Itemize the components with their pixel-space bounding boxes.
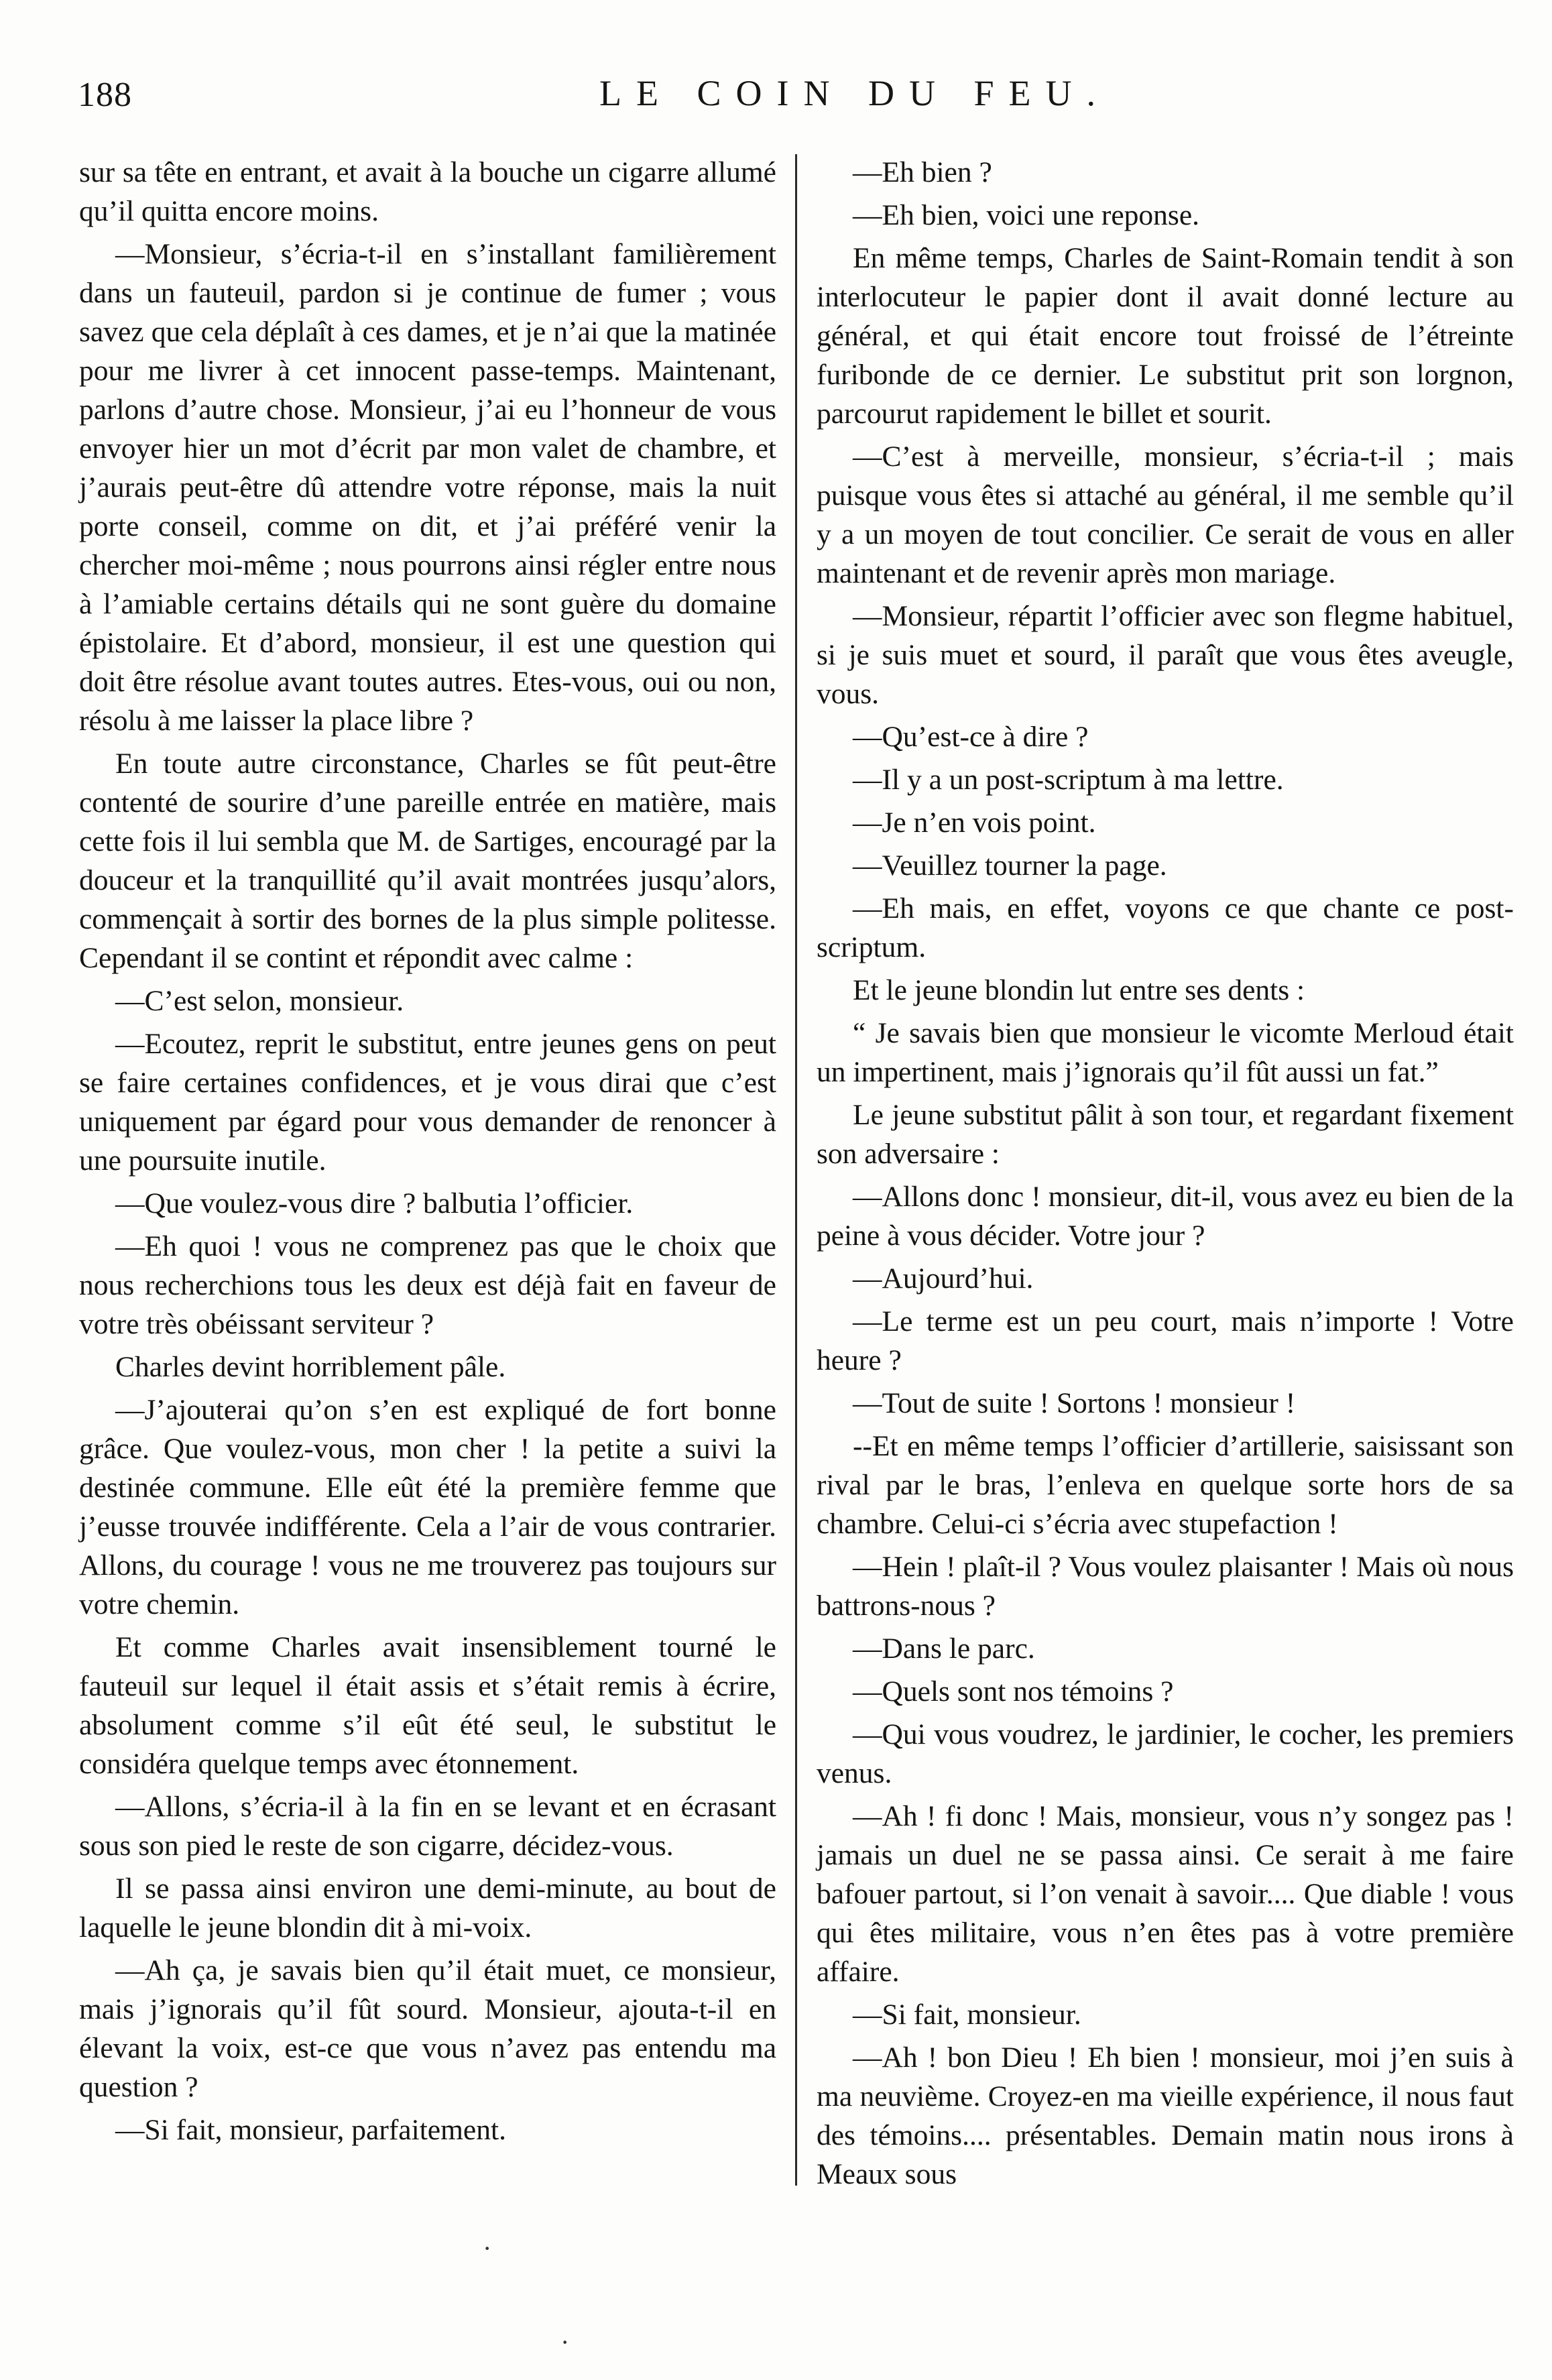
paragraph: —Le terme est un peu court, mais n’importe ! Votre heure ? [817, 1305, 1514, 1376]
paragraph: —Hein ! plaît-il ? Vous voulez plaisanter ! Mais où nous battrons-nous ? [817, 1551, 1514, 1622]
running-title: LE COIN DU FEU. [599, 73, 1110, 113]
paragraph: —Si fait, monsieur. [853, 1999, 1081, 2031]
paragraph: —Allons donc ! monsieur, dit-il, vous avez eu bien de la peine à vous décider. Votre jour ? [817, 1181, 1514, 1252]
paragraph: —Ah ça, je savais bien qu’il était muet, ce monsieur, mais j’ignorais qu’il fût sourd. Monsieur, ajouta-t-il en élevant la voix, est-ce que vous n’avez pas entendu ma question ? [79, 1954, 776, 2103]
paragraph: —Allons, s’écria-il à la fin en se levant et en écrasant sous son pied le reste de son cigarre, décidez-vous. [79, 1791, 776, 1862]
paragraph: —Eh bien, voici une reponse. [853, 199, 1200, 231]
paragraph: “ Je savais bien que monsieur le vicomte Merloud était un impertinent, mais j’ignorais qu’il fût aussi un fat.” [817, 1017, 1514, 1088]
paragraph: —C’est à merveille, monsieur, s’écria-t-il ; mais puisque vous êtes si attaché au général, il me semble qu’il y a un moyen de tout concilier. Ce serait de vous en aller maintenant et de revenir après mon mariage. [817, 440, 1514, 589]
paragraph: —Eh bien ? [853, 156, 992, 188]
paragraph: —Aujourd’hui. [853, 1262, 1034, 1295]
paragraph: —Qu’est-ce à dire ? [853, 721, 1089, 753]
paragraph: Charles devint horriblement pâle. [115, 1351, 506, 1383]
paragraph: —Ah ! bon Dieu ! Eh bien ! monsieur, moi j’en suis à ma neuvième. Croyez-en ma vieille expérience, il nous faut des témoins.... présentables. Demain matin nous irons à Meaux sous [817, 2041, 1514, 2190]
paragraph: Il se passa ainsi environ une demi-minute, au bout de laquelle le jeune blondin dit à mi-voix. [79, 1872, 776, 1944]
page-number: 188 [78, 76, 132, 114]
paragraph: —Dans le parc. [853, 1632, 1035, 1665]
paragraph: —Il y a un post-scriptum à ma lettre. [853, 764, 1284, 796]
column-divider [795, 154, 797, 2186]
paragraph: —J’ajouterai qu’on s’en est expliqué de fort bonne grâce. Que voulez-vous, mon cher ! la petite a suivi la destinée commune. Elle eût été la première femme que j’eusse trouvée indifférente. Cela a l’air de vous contrarier. Allons, du courage ! vous ne me trouverez pas toujours sur votre chemin. [79, 1394, 776, 1620]
paragraph: —Quels sont nos témoins ? [853, 1675, 1174, 1708]
paragraph: En même temps, Charles de Saint-Romain tendit à son interlocuteur le papier dont il avait donné lecture au général, et qui était encore tout froissé de l’étreinte furibonde de ce dernier. Le substitut prit son lorgnon, parcourut rapidement le billet et sourit. [817, 242, 1514, 430]
paragraph: —C’est selon, monsieur. [115, 985, 404, 1017]
paragraph: Et comme Charles avait insensiblement tourné le fauteuil sur lequel il était assis et s’était remis à écrire, absolument comme s’il eût été seul, le substitut le considéra quelque temps avec étonnement. [79, 1631, 776, 1780]
paragraph: —Eh quoi ! vous ne comprenez pas que le choix que nous recherchions tous les deux est déjà fait en faveur de votre très obéissant serviteur ? [79, 1230, 776, 1340]
paragraph: sur sa tête en entrant, et avait à la bouche un cigarre allumé qu’il quitta encore moins. [79, 156, 776, 227]
paragraph: En toute autre circonstance, Charles se fût peut-être contenté de sourire d’une pareille entrée en matière, mais cette fois il lui sembla que M. de Sartiges, encouragé par la douceur et la tranquillité qu’il avait montrées jusqu’alors, commençait à sortir des bornes de la plus simple politesse. Cependant il se contint et répondit avec calme : [79, 748, 776, 974]
paragraph: —Qui vous voudrez, le jardinier, le cocher, les premiers venus. [817, 1718, 1514, 1789]
page-header [0, 0, 1552, 134]
paragraph: —Si fait, monsieur, parfaitement. [115, 2114, 506, 2146]
paragraph: —Veuillez tourner la page. [853, 849, 1167, 882]
paragraph: —Eh mais, en effet, voyons ce que chante ce post-scriptum. [817, 892, 1514, 963]
paragraph: —Ecoutez, reprit le substitut, entre jeunes gens on peut se faire certaines confidences, et je vous dirai que c’est uniquement par égard pour vous demander de renoncer à une poursuite inutile. [79, 1028, 776, 1177]
left-column [79, 153, 776, 2204]
paragraph: —Je n’en vois point. [853, 807, 1096, 839]
ink-speck: · [483, 2233, 492, 2263]
paragraph: —Tout de suite ! Sortons ! monsieur ! [853, 1387, 1296, 1419]
paragraph: —Monsieur, s’écria-t-il en s’installant familièrement dans un fauteuil, pardon si je continue de fumer ; vous savez que cela déplaît à ces dames, et je n’ai que la matinée pour me livrer à cet innocent passe-temps. Maintenant, parlons d’autre chose. Monsieur, j’ai eu l’honneur de vous envoyer hier un mot d’écrit par mon valet de chambre, et j’aurais peut-être dû attendre votre réponse, mais la nuit porte conseil, comme on dit, et j’ai préféré venir la chercher moi-même ; nous pourrons ainsi régler entre nous à l’amiable certains détails qui ne sont guère du domaine épistolaire. Et d’abord, monsieur, il est une question qui doit être résolue avant toutes autres. Etes-vous, oui ou non, résolu à me laisser la place libre ? [79, 238, 776, 737]
paragraph: —Monsieur, répartit l’officier avec son flegme habituel, si je suis muet et sourd, il paraît que vous êtes aveugle, vous. [817, 600, 1514, 710]
paragraph: --Et en même temps l’officier d’artillerie, saisissant son rival par le bras, l’enleva en quelque sorte hors de sa chambre. Celui-ci s’écria avec stupefaction ! [817, 1430, 1514, 1540]
paragraph: Le jeune substitut pâlit à son tour, et regardant fixement son adversaire : [817, 1099, 1514, 1170]
ink-speck: · [560, 2327, 570, 2357]
paragraph: —Ah ! fi donc ! Mais, monsieur, vous n’y songez pas ! jamais un duel ne se passa ainsi. Ce serait à me faire bafouer partout, si l’on venait à savoir.... Que diable ! vous qui êtes militaire, vous n’en êtes pas à votre première affaire. [817, 1800, 1514, 1988]
right-column [817, 153, 1514, 2204]
paragraph: —Que voulez-vous dire ? balbutia l’officier. [115, 1187, 634, 1219]
paragraph: Et le jeune blondin lut entre ses dents : [853, 974, 1305, 1006]
